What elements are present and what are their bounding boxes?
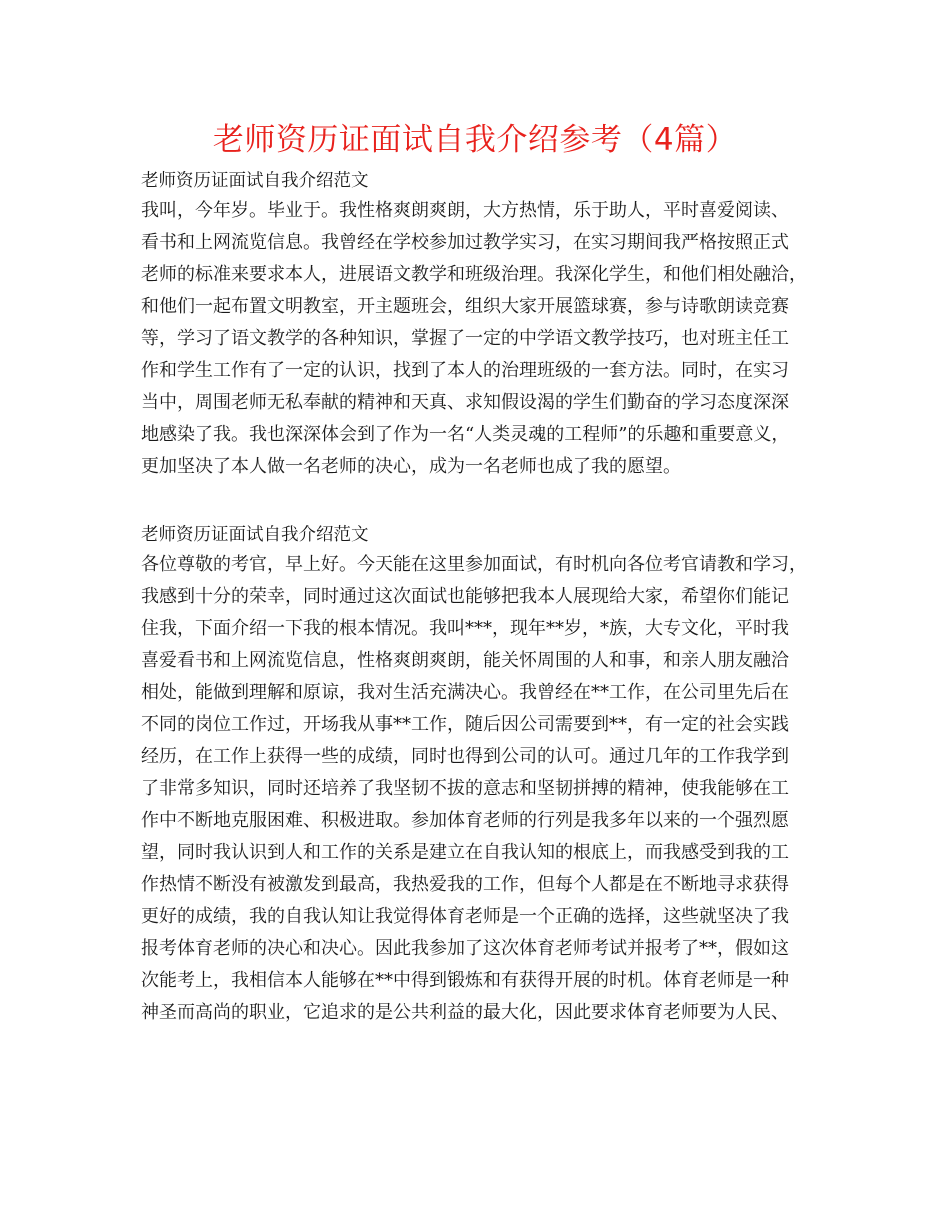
section-2 [141,524,825,1029]
paragraph-line: 更好的成绩，我的自我认知让我觉得体育老师是一个正确的选择，这些就坚决了我 [141,906,789,927]
paragraph-line: 相处，能做到理解和原谅，我对生活充满决心。我曾经在**工作，在公司里先后在 [141,682,789,703]
paragraph-line: 喜爱看书和上网流览信息，性格爽朗爽朗，能关怀周围的人和事，和亲人朋友融洽 [141,650,789,671]
paragraph-line: 我叫，今年岁。毕业于。我性格爽朗爽朗，大方热情，乐于助人，平时喜爱阅读、 [141,200,789,221]
paragraph-line: 神圣而高尚的职业，它追求的是公共利益的最大化，因此要求体育老师要为人民、 [141,1002,789,1023]
paragraph-line: 作中不断地克服困难、积极进取。参加体育老师的行列是我多年以来的一个强烈愿 [141,810,789,831]
paragraph-line: 看书和上网流览信息。我曾经在学校参加过教学实习，在实习期间我严格按照正式 [141,232,789,253]
paragraph-line: 各位尊敬的考官，早上好。今天能在这里参加面试，有时机向各位考官请教和学习， [141,554,807,575]
paragraph-line: 我感到十分的荣幸，同时通过这次面试也能够把我本人展现给大家，希望你们能记 [141,586,789,607]
paragraph-line: 作和学生工作有了一定的认识，找到了本人的治理班级的一套方法。同时，在实习 [141,360,789,381]
section-heading: 老师资历证面试自我介绍范文 [141,525,369,545]
section-1 [141,170,825,483]
document-title: 老师资历证面试自我介绍参考（4篇） [212,122,738,158]
paragraph-line: 和他们一起布置文明教室，开主题班会，组织大家开展篮球赛，参与诗歌朗读竞赛 [141,296,789,317]
paragraph-line: 地感染了我。我也深深体会到了作为一名“人类灵魂的工程师”的乐趣和重要意义， [141,424,790,445]
paragraph-line: 等，学习了语文教学的各种知识，掌握了一定的中学语文教学技巧，也对班主任工 [141,328,789,349]
paragraph-line: 更加坚决了本人做一名老师的决心，成为一名老师也成了我的愿望。 [141,456,681,477]
paragraph-line: 了非常多知识，同时还培养了我坚韧不拔的意志和坚韧拼搏的精神，使我能够在工 [141,778,789,799]
paragraph-line: 当中，周围老师无私奉献的精神和天真、求知假设渴的学生们勤奋的学习态度深深 [141,392,789,413]
paragraph-line: 次能考上，我相信本人能够在**中得到锻炼和有获得开展的时机。体育老师是一种 [141,970,789,991]
paragraph-line: 望，同时我认识到人和工作的关系是建立在自我认知的根底上，而我感受到我的工 [141,842,789,863]
paragraph-line: 经历，在工作上获得一些的成绩，同时也得到公司的认可。通过几年的工作我学到 [141,746,789,767]
paragraph-line: 作热情不断没有被激发到最高，我热爱我的工作，但每个人都是在不断地寻求获得 [141,874,789,895]
section-heading: 老师资历证面试自我介绍范文 [141,171,369,191]
paragraph-line: 不同的岗位工作过，开场我从事**工作，随后因公司需要到**，有一定的社会实践 [141,714,789,735]
paragraph-line: 报考体育老师的决心和决心。因此我参加了这次体育老师考试并报考了**，假如这 [141,938,789,959]
paragraph-line: 老师的标准来要求本人，进展语文教学和班级治理。我深化学生，和他们相处融洽， [141,264,807,285]
paragraph-line: 住我，下面介绍一下我的根本情况。我叫***，现年**岁，*族，大专文化，平时我 [141,618,789,639]
